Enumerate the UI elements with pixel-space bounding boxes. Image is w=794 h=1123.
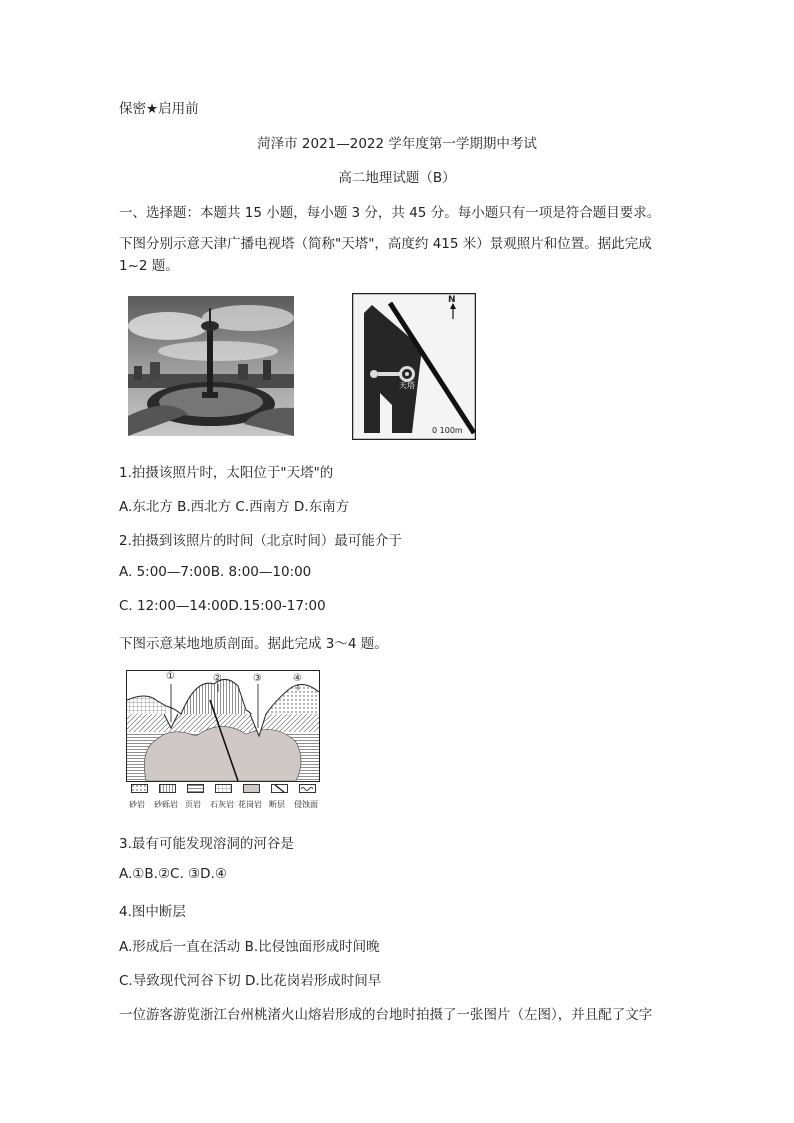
question-4-options-line-1: A.形成后一直在活动 B.比侵蚀面形成时间晚 [119,939,380,955]
legend-limestone-swatch [215,784,232,793]
scale-label: 0 100m [432,426,463,435]
marker-3: ③ [253,673,262,684]
question-2-options-line-2: C. 12:00—14:00D.15:00-17:00 [119,598,326,614]
intro-paragraph-1: 下图分别示意天津广播电视塔（简称"天塔"，高度约 415 米）景观照片和位置。据此完成 1~2 题。 [119,236,652,274]
intro-paragraph-2: 下图示意某地地质剖面。据此完成 3～4 题。 [119,636,388,652]
tower-photo [128,296,294,436]
legend-granite: 花岗岩 [240,781,262,810]
legend-fault: 断层 [268,781,290,810]
marker-4: ④ [293,673,302,684]
intro-paragraph-3: 一位游客游览浙江台州桃渚火山熔岩形成的台地时拍摄了一张图片（左图），并且配了文字 [119,1007,653,1023]
legend-shale: 页岩 [184,781,206,810]
geological-section [126,670,320,782]
question-3-stem: 3.最有可能发现溶洞的河谷是 [119,836,294,852]
legend-erosion-swatch [299,784,316,793]
legend-erosion-surface: 侵蚀面 [296,781,318,810]
legend-conglomerate-swatch [159,784,176,793]
tower-label: 天塔 [399,381,415,390]
location-map-drawing [352,293,476,440]
tower-location-map [352,293,476,440]
question-3-options: A.①B.②C. ③D.④ [119,866,227,882]
marker-2: ② [213,673,222,684]
legend-granite-swatch [243,784,260,793]
exam-title: 菏泽市 2021—2022 学年度第一学期期中考试 [257,136,537,152]
question-2-options-line-1: A. 5:00—7:00B. 8:00—10:00 [119,564,312,580]
geological-legend [128,781,328,811]
exam-subtitle: 高二地理试题（B） [338,170,456,186]
confidential-label: 保密★启用前 [119,101,199,117]
question-1-options: A.东北方 B.西北方 C.西南方 D.东南方 [119,499,350,515]
legend-shale-swatch [187,784,204,793]
legend-conglomerate: 砂砾岩 [156,781,178,810]
question-4-stem: 4.图中断层 [119,904,186,920]
question-2-stem: 2.拍摄到该照片的时间（北京时间）最可能介于 [119,533,402,549]
legend-fault-swatch [271,784,288,793]
question-4-options-line-2: C.导致现代河谷下切 D.比花岗岩形成时间早 [119,973,382,989]
north-arrow-label: N [448,295,456,305]
geological-section-drawing [126,670,320,782]
question-1-stem: 1.拍摄该照片时，太阳位于"天塔"的 [119,465,334,481]
legend-limestone: 石灰岩 [212,781,234,810]
legend-sandstone-swatch [131,784,148,793]
tower-photo-drawing [128,296,294,436]
marker-1: ① [166,671,175,682]
section-heading: 一、选择题：本题共 15 小题，每小题 3 分，共 45 分。每小题只有一项是符合题目要求。 [119,205,661,221]
legend-sandstone: 砂岩 [128,781,150,810]
